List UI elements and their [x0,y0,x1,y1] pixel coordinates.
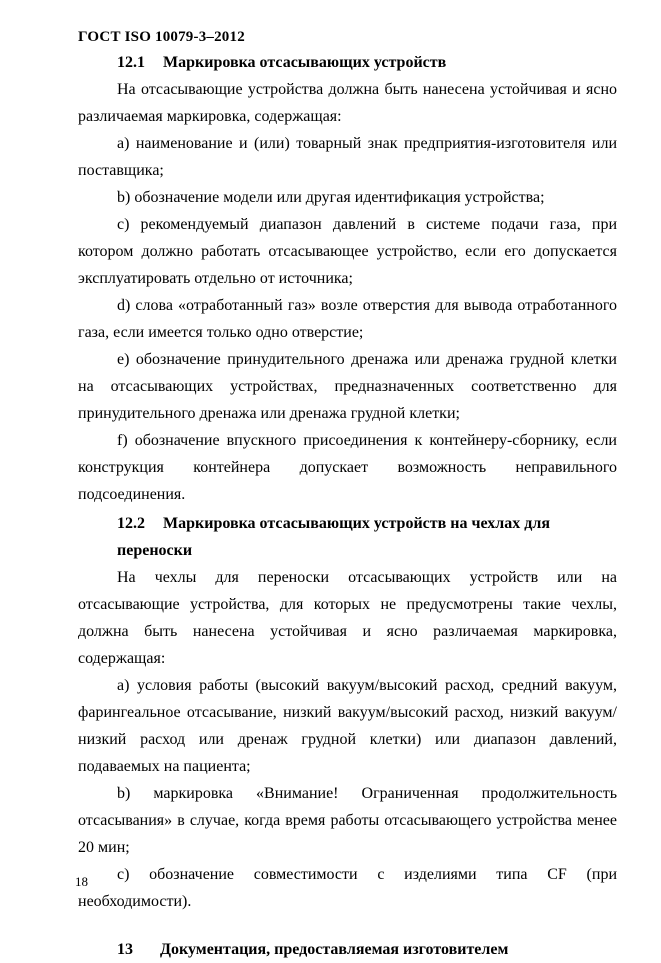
section-12-1-title: Маркировка отсасывающих устройств [163,54,447,71]
document-code-header: ГОСТ ISO 10079-3–2012 [78,29,245,45]
document-body [78,27,617,963]
section-12-1-heading [78,49,617,76]
page-number: 18 [75,874,88,889]
section-12-1-list-item-b: b) обозначение модели или другая идентификация устройства; [117,189,545,206]
section-12-2-list-item-a: a) условия работы (высокий вакуум/высокий расход, средний вакуум, фарингеальное отсасывание, низкий вакуум/высокий расход, низкий вакуум/низкий расход или дренаж грудной клетки) или диапазон давлений, подаваемых на пациента; [78,677,617,775]
section-12-2-title: Маркировка отсасывающих устройств на чехлах для переноски [117,515,550,559]
section-12-1-intro-paragraph: На отсасывающие устройства должна быть нанесена устойчивая и ясно различаемая маркировка, содержащая: [78,81,617,125]
section-12-1-list-item-d: d) слова «отработанный газ» возле отверстия для вывода отработанного газа, если имеется только одно отверстие; [78,297,617,341]
section-12-2-list-item-b: b) маркировка «Внимание! Ограниченная продолжительность отсасывания» в случае, когда время работы отсасывающего устройства менее 20 мин; [78,785,617,856]
section-13-number: 13 [117,941,133,958]
section-12-2-list-item-c: c) обозначение совместимости с изделиями типа CF (при необходимости). [78,866,617,910]
section-13-title: Документация, предоставляемая изготовителем [160,941,509,958]
section-13-heading [78,936,617,963]
section-12-2-intro-paragraph: На чехлы для переноски отсасывающих устройств или на отсасывающие устройства, для которых не предусмотрены такие чехлы, должна быть нанесена устойчивая и ясно различаемая маркировка, содержащая: [78,569,617,667]
section-12-1-number: 12.1 [117,54,145,71]
section-12-1-list-item-c: c) рекомендуемый диапазон давлений в системе подачи газа, при котором должно работать отсасывающее устройство, если его допускается эксплуатировать отдельно от источника; [78,216,617,287]
section-12-2-number: 12.2 [117,515,145,532]
section-12-1-list-item-a: a) наименование и (или) товарный знак предприятия-изготовителя или поставщика; [78,135,617,179]
section-12-1-list-item-f: f) обозначение впускного присоединения к контейнеру-сборнику, если конструкция контейнера допускает возможность неправильного подсоединения. [78,432,617,503]
section-12-2-heading [78,510,617,564]
section-12-1-list-item-e: e) обозначение принудительного дренажа или дренажа грудной клетки на отсасывающих устройствах, предназначенных соответственно для принудительного дренажа или дренажа грудной клетки; [78,351,617,422]
